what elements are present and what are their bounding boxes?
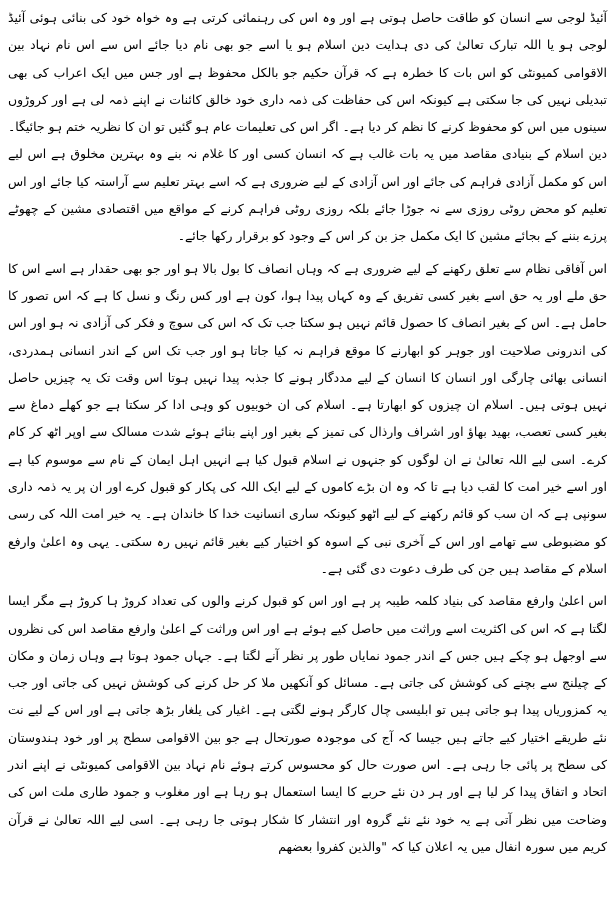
article-paragraph-3: اس اعلیٰ وارفع مقاصد کی بنیاد کلمہ طیبہ پر ہے اور اس کو قبول کرنے والوں کی تعداد کروڑ ہا کروڑ ہے مگر ایسا لگتا ہے کہ اس کی اکثریت اسے وراثت میں حاصل کیے ہوئے ہے اور اس وراثت کے اعلیٰ وارفع مقاصد اس کی نظروں سے اوجھل ہو چکے ہیں جس کے اندر جمود نمایاں طور پر نظر آنے لگتا ہے۔ جہاں جمود ہوتا ہے وہاں زمان و مکان کے چیلنج سے بچنے کی کوشش کی جاتی ہے۔ مسائل کو آنکھیں ملا کر حل کرنے کی کوشش نہیں کی جاتی اور جب یہ کمزوریاں پیدا ہو جاتی ہیں تو ابلیسی چال کارگر ہونے لگتی ہے۔ اغیار کی یلغار بڑھ جاتی ہے اور اس کے لیے نت نئے طریقے اختیار کیے جاتے ہیں جیسا کہ آج کی موجودہ صورتحال ہے جو بین الاقوامی سطح پر اور خود ہندوستان کی سطح پر پائی جا رہی ہے۔ اس صورت حال کو محسوس کرتے ہوئے نام نہاد بین الاقوامی کمیونٹی نے اپنے اندر اتحاد و اتفاق پیدا کر لیا ہے اور ہر دن نئے حربے کا ایسا استعمال ہو رہا ہے اور مغلوب و جمود طاری ملت اس کی وضاحت میں نظر آتی ہے یہ خود نئے نئے گروہ اور انتشار کا شکار ہوتی جا رہی ہے۔ اسی لیے اللہ تعالیٰ نے قرآن کریم میں سورہ انفال میں یہ اعلان کیا کہ "والذین کفروا بعضھم	[8, 593, 607, 854]
article-paragraph-2: اس آفاقی نظام سے تعلق رکھنے کے لیے ضروری ہے کہ وہاں انصاف کا بول بالا ہو اور جو بھی حقدار ہے اسے اس کا حق ملے اور یہ حق اسے بغیر کسی تفریق کے وہ کہاں پیدا ہوا، کون ہے اور کس رنگ و نسل کا ہے کہ اس تصور کا حامل ہے۔ اس کے بغیر انصاف کا حصول قائم نہیں ہو سکتا جب تک کہ اس کی سوچ و فکر کی آزادی نہ ہو اور اس کی اندرونی صلاحیت اور جوہر کو ابھارنے کا موقع فراہم نہ کیا جاتا ہو اور جب تک اس کے اندر انسانی ہمدردی، انسانی بھائی چارگی اور انسان کا انسان کے لیے مددگار ہونے کا جذبہ پیدا نہیں ہوتا اس وقت تک یہ چیزیں حاصل نہیں ہوتی ہیں۔ اسلام ان چیزوں کو ابھارتا ہے۔ اسلام کی ان خوبیوں کو وہی ادا کر سکتا ہے جو کھلے دماغ سے بغیر کسی تعصب، بھید بھاؤ اور اشراف وارذال کی تمیز کے بغیر اور اپنے بنائے ہوئے شدت مسالک سے اوپر اٹھ کر کام کرے۔ اسی لیے اللہ تعالیٰ نے ان لوگوں کو جنہوں نے اسلام قبول کیا ہے انہیں اہل ایمان کے نام سے موسوم کیا ہے اور اسے خیر امت کا لقب دیا ہے تا کہ وہ ان بڑے کاموں کے لیے ایک اللہ کی پکار کو قبول کرے اور ان پر یہ ذمہ داری سونپی ہے کہ ان سب کو قائم رکھنے کے لیے اٹھو کیونکہ ساری انسانیت خدا کا خاندان ہے۔ یہ خیر امت اللہ کی رسی کو مضبوطی سے تھامے اور اس کے آخری نبی کے اسوہ کو اختیار کیے بغیر قائم نہیں رہ سکتی۔ یہی وہ اعلیٰ وارفع اسلام کے مقاصد ہیں جن کی طرف دعوت دی گئی ہے۔	[8, 260, 607, 576]
article-paragraph-1: آئیڈ لوجی سے انسان کو طاقت حاصل ہوتی ہے اور وہ اس کی رہنمائی کرتی ہے وہ خواہ خود کی بنائی ہوئی آئیڈ لوجی ہو یا اللہ تبارک تعالیٰ کی دی ہدایت دین اسلام ہو یا اسے جو بھی نام دیا جائے اس سے اس نام نہاد بین الاقوامی کمیونٹی کو اس بات کا خطرہ ہے کہ قرآن حکیم جو بالکل محفوظ ہے اور جس میں ایک اعراب کی بھی تبدیلی نہیں کی جا سکتی ہے کیونکہ اس کی حفاظت کی ذمہ داری خود خالق کائنات نے اپنے ذمہ لی ہے اور کروڑوں سینوں میں اس کو محفوظ کرنے کا نظم کر دیا ہے۔ اگر اس کی تعلیمات عام ہو گئیں تو ان کا نظریہ ختم ہو جائیگا۔ دین اسلام کے بنیادی مقاصد میں یہ بات غالب ہے کہ انسان کسی اور کا غلام نہ بنے وہ بہترین مخلوق ہے اس لیے اس کو مکمل آزادی فراہم کی جائے اور اس آزادی کے لیے ضروری ہے کہ اسے بہتر تعلیم سے آراستہ کیا جائے اور اس تعلیم کو محض روٹی روزی سے نہ جوڑا جائے بلکہ روزی روٹی فراہم کرنے کے مواقع میں اقتصادی مشین کے چھوٹے پرزے بننے کے بجائے مشین کا ایک مکمل جز بن کر اس کے وجود کو برقرار رکھا جائے۔	[8, 10, 607, 244]
